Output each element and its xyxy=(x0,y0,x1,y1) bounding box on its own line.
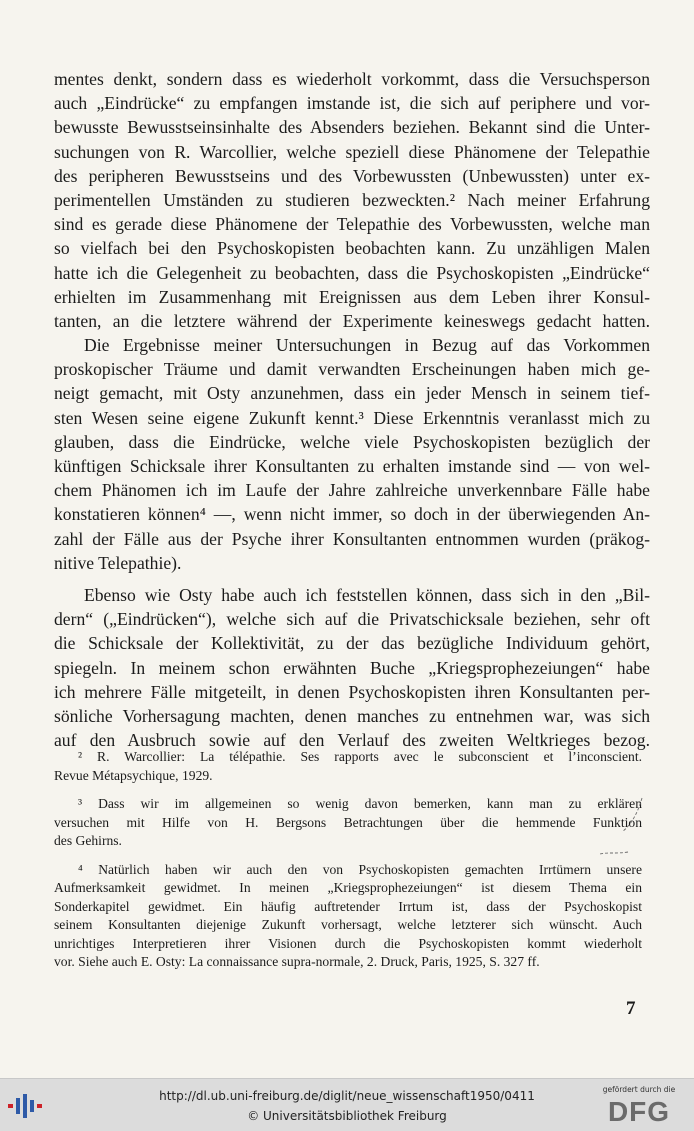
footnote-line: ² R. Warcollier: La télépathie. Ses rapports avec le subconscient et l’inconscient. xyxy=(78,749,642,764)
text-line: mentes denkt, sondern dass es wiederholt vorkommt, dass die Versuchsperson xyxy=(54,69,650,89)
text-line: Die Ergebnisse meiner Untersuchungen in Bezug auf das Vorkommen xyxy=(84,335,650,356)
copyright-text: © Universitätsbibliothek Freiburg xyxy=(247,1109,447,1123)
text-line: so vielfach bei den Psychoskopisten beobachten kann. Zu unzähligen Malen xyxy=(54,238,650,259)
permalink-link[interactable]: http://dl.ub.uni-freiburg.de/diglit/neue_wissenschaft1950/0411 xyxy=(159,1089,535,1103)
text-line: erhielten im Zusammenhang mit Ereignissen aus dem Leben ihrer Konsul- xyxy=(54,286,650,307)
dfg-logo-text: DFG xyxy=(607,1096,671,1126)
text-line: glauben, dass die Eindrücke, welche viele Psychoskopisten bezüglich der xyxy=(54,431,650,452)
footnote-line: unrichtiges Interpretieren ihrer Visionen durch die Psychoskopisten kommt wiederholt xyxy=(54,935,642,951)
text-line: konstatieren können⁴ —, wenn nicht immer, so doch in der überwiegenden An- xyxy=(54,504,650,525)
footnote-line: seinem Konsultanten diejenige Zukunft vorhersagt, welche letzterer sich wünscht. Auch xyxy=(54,917,642,932)
footnote-line: vor. Siehe auch E. Osty: La connaissance supra-normale, 2. Druck, Paris, 1925, S. 327 ff. xyxy=(54,954,540,969)
text-line: tanten, an die letztere während der Experimente keineswegs gedacht hatten. xyxy=(54,310,650,331)
text-line: sten Wesen seine eigene Zukunft kennt.³ Diese Erkenntnis veranlasst mich zu xyxy=(54,407,650,428)
text-line: bewusste Bewusstseinsinhalte des Absenders beziehen. Bekannt sind die Unter- xyxy=(54,117,650,138)
text-line: auch „Eindrücke“ zu empfangen imstande ist, die sich auf periphere und vor- xyxy=(54,93,650,114)
text-line: neigt gemacht, mit Osty anzunehmen, dass ein jeder Mensch in seinem tief- xyxy=(54,383,650,404)
footnote-line: des Gehirns. xyxy=(54,833,122,848)
text-line: chem Phänomen ich im Laufe der Jahre zahlreiche unverkennbare Fälle habe xyxy=(54,480,650,501)
footnote-line: Revue Métapsychique, 1929. xyxy=(54,767,213,783)
footnotes xyxy=(54,748,642,972)
viewer-footer xyxy=(0,1078,694,1131)
text-line: proskopischer Träume und damit verwandten Erscheinungen haben mich ge- xyxy=(54,359,650,380)
footnote-line: Aufmerksamkeit gewidmet. In meinen „Kriegsprophezeiungen“ ist diesem Thema ein xyxy=(54,880,642,895)
footnote-line: Sonderkapitel gewidmet. Ein häufig auftretender Irrtum ist, dass der Psychoskopist xyxy=(54,898,642,914)
footnote-line: ⁴ Natürlich haben wir auch den von Psychoskopisten gemachten Irrtümern unsere xyxy=(78,861,642,877)
dfg-funding xyxy=(590,1085,688,1130)
page-number: 7 xyxy=(626,998,636,1019)
text-line: auf den Ausbruch sowie auf den Verlauf des zweiten Weltkrieges bezog. xyxy=(54,730,650,751)
body-text xyxy=(54,67,650,752)
text-line: hatte ich die Gelegenheit zu beobachten, dass die Psychoskopisten „Eindrücke“ xyxy=(54,262,650,283)
text-line: ich mehrere Fälle mitgeteilt, in denen Psychoskopisten ihren Konsultanten per- xyxy=(54,681,650,702)
text-line: nitive Telepathie). xyxy=(54,552,182,573)
text-line: dern“ („Eindrücken“), welche sich auf die Privatschicksale beziehen, sehr oft xyxy=(54,609,650,630)
text-line: sönliche Vorhersagung machten, denen manches zu entnehmen war, was sich xyxy=(54,705,650,726)
footnote-line: versuchen mit Hilfe von H. Bergsons Betrachtungen über die hemmende Funktion xyxy=(54,814,642,830)
text-line: des peripheren Bewusstseins und des Vorbewussten (Unbewussten) unter ex- xyxy=(54,165,650,186)
dfg-logo-icon xyxy=(593,1096,685,1126)
text-line: Ebenso wie Osty habe auch ich feststellen können, dass sich in den „Bil- xyxy=(84,584,650,605)
text-line: zahl der Fälle aus der Psyche ihrer Konsultanten entnommen wurden (präkog- xyxy=(54,528,650,549)
footnote-4 xyxy=(54,861,642,972)
footnote-3 xyxy=(54,795,642,851)
text-line: sind es gerade diese Phänomene der Telepathie des Vorbewussten, welche man xyxy=(54,214,650,235)
footnote-2 xyxy=(54,748,642,785)
text-line: die Schicksale der Kollektivität, zu der das bezügliche Individuum gehört, xyxy=(54,633,650,654)
text-line: suchungen von R. Warcollier, welche speziell diese Phänomene der Telepathie xyxy=(54,141,650,162)
pencil-mark xyxy=(598,796,646,856)
footnote-line: ³ Dass wir im allgemeinen so wenig davon bemerken, kann man zu erklären xyxy=(78,796,642,811)
text-line: perimentellen Umständen zu studieren bezweckten.² Nach meiner Erfahrung xyxy=(54,189,650,210)
text-line: künftigen Schicksale ihrer Konsultanten zu erhalten imstande sind — von wel- xyxy=(54,456,650,476)
text-line: spiegeln. In meinem schon erwähnten Buche „Kriegsprophezeiungen“ habe xyxy=(54,657,650,678)
dfg-caption: gefördert durch die xyxy=(602,1085,676,1094)
